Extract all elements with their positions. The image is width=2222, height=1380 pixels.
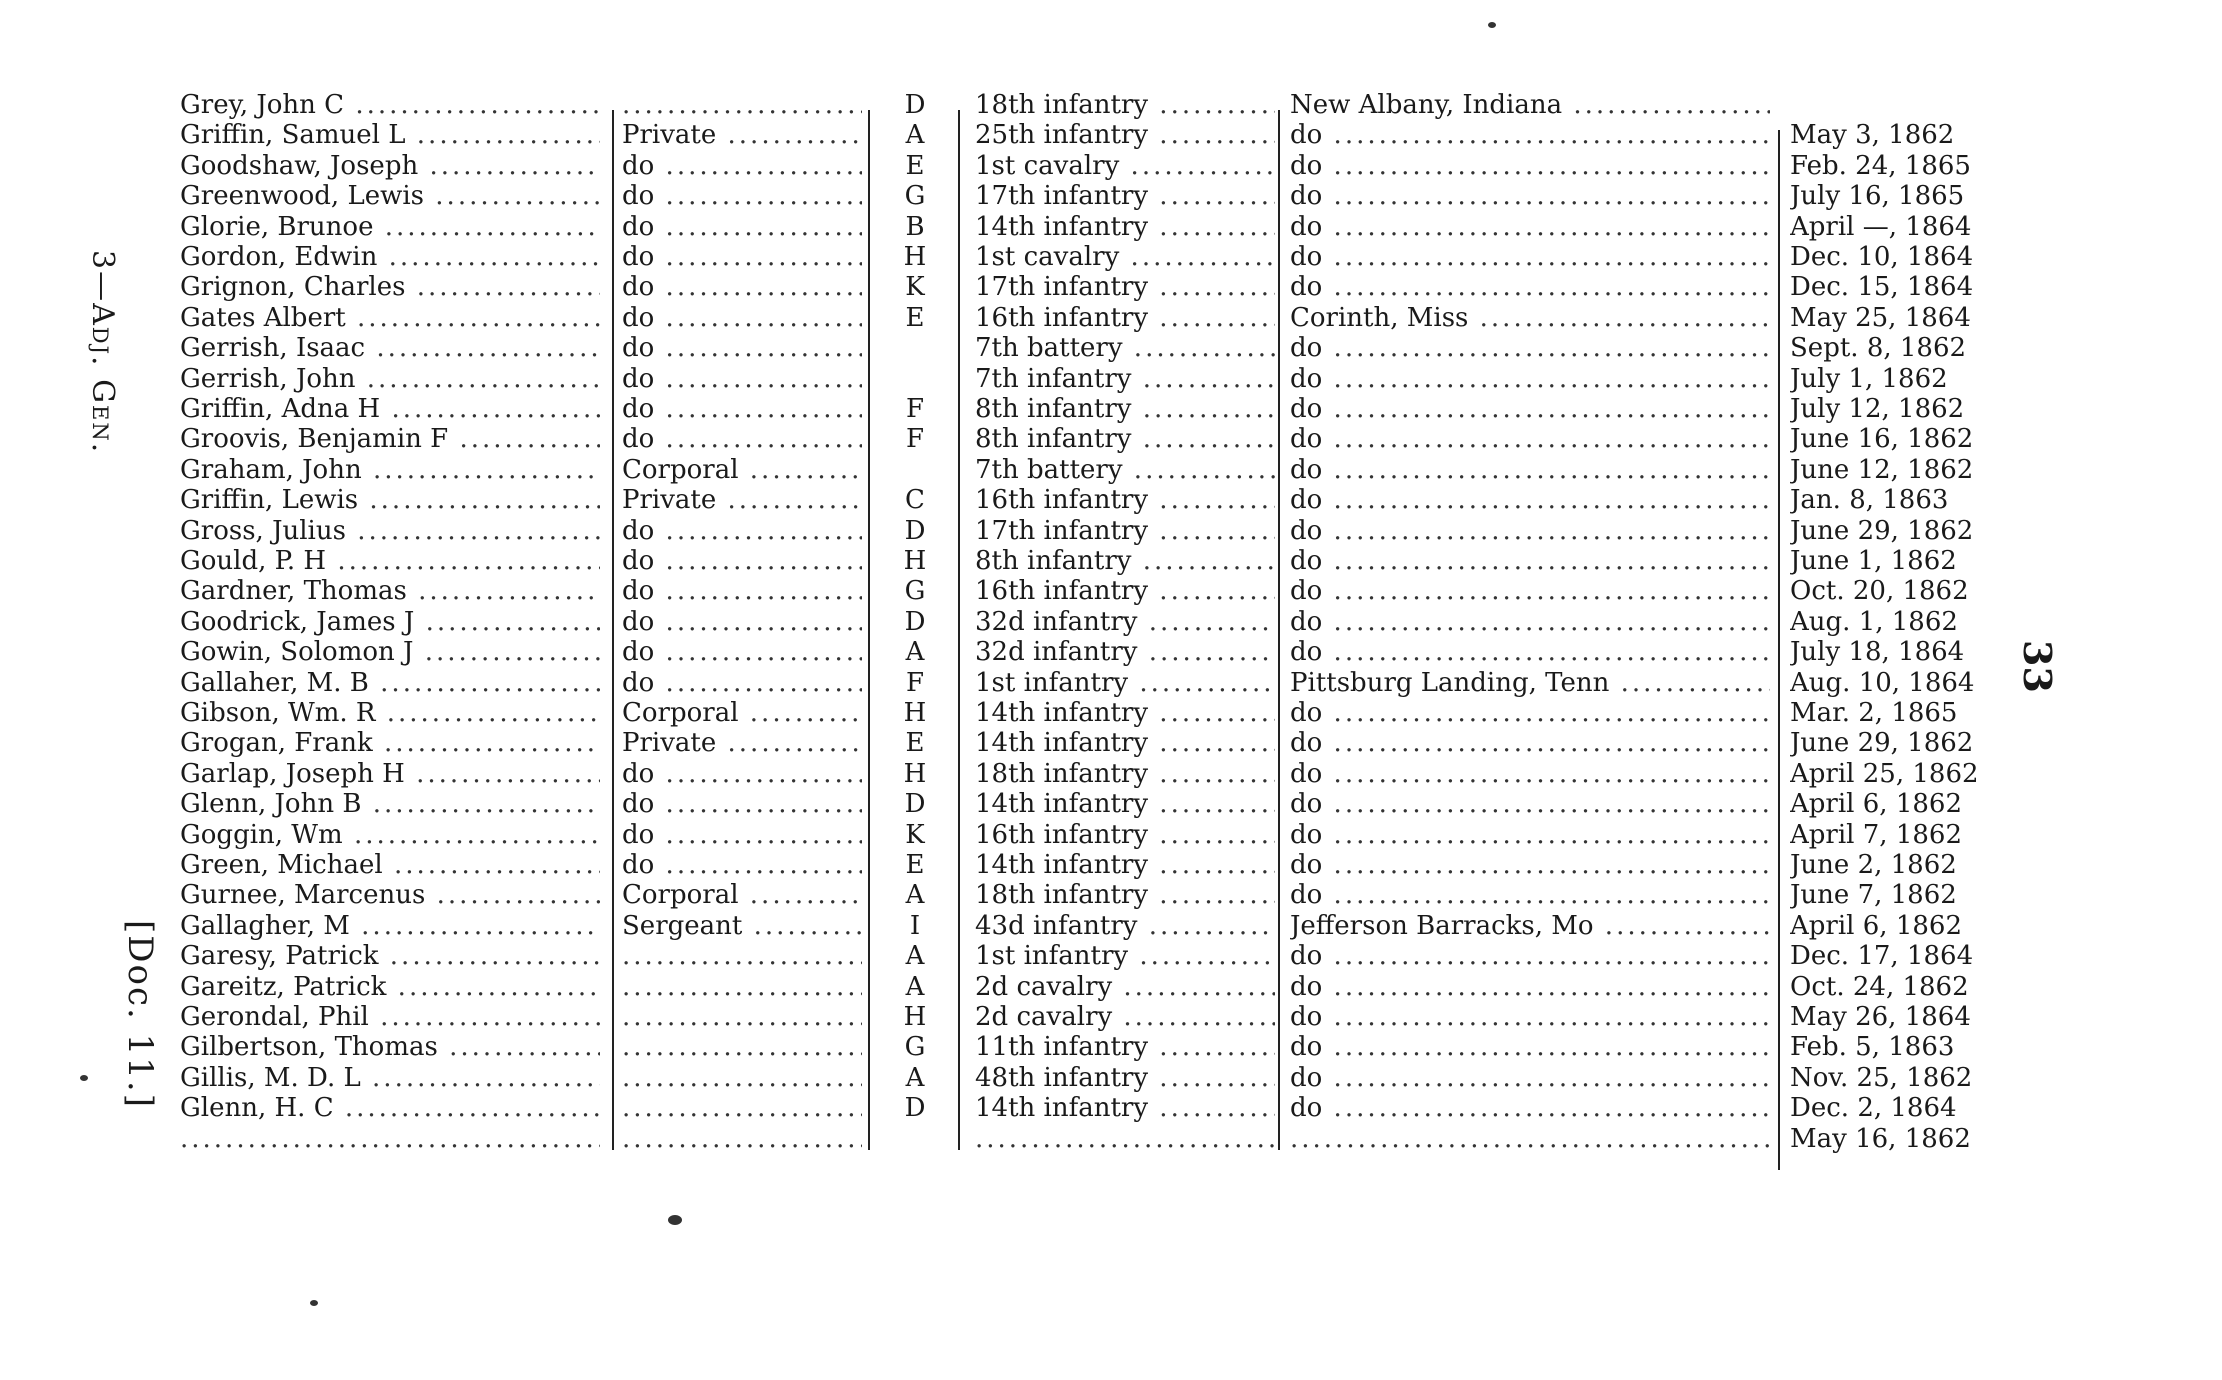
date-of-death: April 25, 1862: [1790, 758, 1979, 789]
date-of-death: June 29, 1862: [1790, 728, 1974, 759]
soldier-company: F: [905, 424, 925, 455]
soldier-regiment: 25th infantry .....: [975, 120, 1275, 150]
soldier-company: A: [905, 1062, 925, 1093]
soldier-regiment: 17th infantry .....: [975, 181, 1275, 211]
soldier-name: Gerrish, Isaac .....: [180, 333, 600, 363]
date-of-death: Nov. 25, 1862: [1790, 1062, 1973, 1093]
table-row: [0, 90, 2222, 120]
table-row: [0, 120, 2222, 150]
soldier-name: Goodshaw, Joseph .....: [180, 151, 600, 181]
place-of-death: do .....: [1290, 212, 1770, 242]
soldier-company: I: [909, 910, 921, 941]
soldier-company: A: [905, 637, 925, 668]
soldier-rank: [622, 1032, 862, 1062]
soldier-company: A: [905, 971, 925, 1002]
soldier-company: H: [903, 242, 927, 272]
soldier-company: D: [904, 606, 926, 637]
table-row: [0, 455, 2222, 485]
ink-speck: [668, 1215, 682, 1225]
soldier-regiment: 1st cavalry .....: [975, 151, 1275, 181]
side-note-document-number: [Doc. 11.]: [120, 920, 160, 1109]
place-of-death: do .....: [1290, 546, 1770, 576]
table-row: [0, 546, 2222, 576]
soldier-name: Gross, Julius .....: [180, 516, 600, 546]
table-row: [0, 637, 2222, 667]
soldier-rank: [622, 1063, 862, 1093]
date-of-death: June 29, 1862: [1790, 515, 1974, 546]
soldier-rank: do .....: [622, 212, 862, 242]
soldier-regiment: 18th infantry .....: [975, 90, 1275, 120]
place-of-death: do .....: [1290, 698, 1770, 728]
table-row: [0, 789, 2222, 819]
soldier-regiment: 18th infantry .....: [975, 759, 1275, 789]
soldier-regiment: 8th infantry .....: [975, 546, 1275, 576]
table-row: [0, 424, 2222, 454]
soldier-company: D: [904, 90, 926, 120]
soldier-regiment: 14th infantry .....: [975, 698, 1275, 728]
soldier-company: F: [905, 667, 925, 698]
date-of-death: Sept. 8, 1862: [1790, 333, 1967, 364]
soldier-company: F: [905, 394, 925, 424]
place-of-death: do .....: [1290, 333, 1770, 363]
soldier-regiment: 1st infantry .....: [975, 668, 1275, 698]
side-note-adjutant-general: 3—Adj. Gen.: [85, 250, 120, 455]
place-of-death: do .....: [1290, 272, 1770, 302]
place-of-death: do .....: [1290, 728, 1770, 758]
soldier-company: K: [905, 272, 925, 303]
date-of-death: Mar. 2, 1865: [1790, 698, 1958, 728]
soldier-rank: do .....: [622, 151, 862, 181]
soldier-rank: Sergeant .....: [622, 911, 862, 941]
soldier-rank: Corporal .....: [622, 880, 862, 910]
soldier-regiment: 14th infantry .....: [975, 728, 1275, 758]
soldier-company: D: [904, 515, 926, 546]
soldier-company: G: [904, 1032, 926, 1063]
soldier-rank: do .....: [622, 394, 862, 424]
soldier-rank: do .....: [622, 364, 862, 394]
soldier-rank: Corporal .....: [622, 455, 862, 485]
soldier-name: Garlap, Joseph H .....: [180, 759, 600, 789]
date-of-death: July 12, 1862: [1790, 394, 1965, 424]
soldier-company: B: [905, 211, 925, 242]
date-of-death: Feb. 24, 1865: [1790, 150, 1971, 181]
soldier-name: Glenn, John B .....: [180, 789, 600, 819]
soldier-regiment: 16th infantry .....: [975, 485, 1275, 515]
date-of-death: Oct. 24, 1862: [1790, 971, 1969, 1002]
soldier-regiment: 7th battery .....: [975, 455, 1275, 485]
date-of-death: April 6, 1862: [1790, 910, 1962, 941]
date-of-death: July 18, 1864: [1790, 637, 1965, 668]
soldier-regiment: 8th infantry .....: [975, 424, 1275, 454]
soldier-regiment: 32d infantry .....: [975, 637, 1275, 667]
soldier-company: E: [905, 150, 925, 181]
soldier-regiment: [975, 1124, 1275, 1154]
ink-speck: [1488, 22, 1496, 28]
soldier-regiment: 14th infantry .....: [975, 789, 1275, 819]
soldier-rank: do .....: [622, 759, 862, 789]
table-row: [0, 151, 2222, 181]
soldier-name: Graham, John .....: [180, 455, 600, 485]
place-of-death: do .....: [1290, 880, 1770, 910]
soldier-company: D: [904, 1093, 926, 1124]
soldier-regiment: 16th infantry .....: [975, 820, 1275, 850]
soldier-rank: [622, 1093, 862, 1123]
table-row: [0, 242, 2222, 272]
soldier-regiment: 14th infantry .....: [975, 1093, 1275, 1123]
soldier-company: H: [903, 546, 927, 576]
soldier-regiment: 1st infantry .....: [975, 941, 1275, 971]
place-of-death: do .....: [1290, 576, 1770, 606]
table-row: [0, 728, 2222, 758]
table-row: [0, 972, 2222, 1002]
soldier-rank: [622, 1002, 862, 1032]
place-of-death: do .....: [1290, 394, 1770, 424]
soldier-name: Glorie, Brunoe .....: [180, 212, 600, 242]
soldier-rank: do .....: [622, 242, 862, 272]
soldier-rank: do .....: [622, 668, 862, 698]
place-of-death: New Albany, Indiana .....: [1290, 90, 1770, 120]
date-of-death: July 1, 1862: [1790, 363, 1948, 394]
place-of-death: do .....: [1290, 607, 1770, 637]
soldier-regiment: 2d cavalry .....: [975, 972, 1275, 1002]
soldier-company: A: [905, 120, 925, 151]
soldier-name: Grey, John C .....: [180, 90, 600, 120]
place-of-death: do .....: [1290, 972, 1770, 1002]
table-row: [0, 364, 2222, 394]
place-of-death: do .....: [1290, 151, 1770, 181]
soldier-company: C: [905, 485, 925, 516]
soldier-name: [180, 1124, 600, 1154]
table-row: [0, 911, 2222, 941]
date-of-death: June 2, 1862: [1790, 850, 1957, 880]
soldier-company: A: [905, 880, 925, 911]
date-of-death: June 7, 1862: [1790, 880, 1957, 911]
soldier-regiment: 32d infantry .....: [975, 607, 1275, 637]
table-row: [0, 941, 2222, 971]
table-row: [0, 668, 2222, 698]
soldier-regiment: 17th infantry .....: [975, 516, 1275, 546]
soldier-name: Gillis, M. D. L .....: [180, 1063, 600, 1093]
date-of-death: May 16, 1862: [1790, 1123, 1971, 1154]
date-of-death: April —, 1864: [1790, 211, 1972, 242]
soldier-company: E: [905, 728, 925, 759]
date-of-death: June 1, 1862: [1790, 546, 1957, 576]
table-row: [0, 576, 2222, 606]
place-of-death: do .....: [1290, 850, 1770, 880]
place-of-death: Jefferson Barracks, Mo .....: [1290, 911, 1770, 941]
soldier-name: Gallaher, M. B .....: [180, 668, 600, 698]
soldier-regiment: 48th infantry .....: [975, 1063, 1275, 1093]
soldier-rank: do .....: [622, 820, 862, 850]
date-of-death: Dec. 2, 1864: [1790, 1093, 1957, 1124]
soldier-name: Gates Albert .....: [180, 303, 600, 333]
soldier-rank: do .....: [622, 333, 862, 363]
place-of-death: do .....: [1290, 485, 1770, 515]
date-of-death: Aug. 10, 1864: [1790, 667, 1975, 698]
date-of-death: Aug. 1, 1862: [1790, 606, 1958, 637]
soldier-name: Gerondal, Phil .....: [180, 1002, 600, 1032]
soldier-company: G: [904, 181, 926, 212]
soldier-rank: Private .....: [622, 728, 862, 758]
soldier-rank: do .....: [622, 789, 862, 819]
soldier-regiment: 1st cavalry .....: [975, 242, 1275, 272]
soldier-name: Garesy, Patrick .....: [180, 941, 600, 971]
soldier-regiment: 17th infantry .....: [975, 272, 1275, 302]
soldier-regiment: 43d infantry .....: [975, 911, 1275, 941]
table-row: [0, 516, 2222, 546]
soldier-rank: Private .....: [622, 120, 862, 150]
place-of-death: do .....: [1290, 424, 1770, 454]
soldier-name: Grogan, Frank .....: [180, 728, 600, 758]
soldier-name: Griffin, Samuel L .....: [180, 120, 600, 150]
date-of-death: Oct. 20, 1862: [1790, 576, 1969, 607]
soldier-rank: do .....: [622, 576, 862, 606]
table-row: [0, 698, 2222, 728]
place-of-death: do .....: [1290, 1032, 1770, 1062]
table-row: [0, 759, 2222, 789]
soldier-name: Goodrick, James J .....: [180, 607, 600, 637]
place-of-death: Corinth, Miss .....: [1290, 303, 1770, 333]
soldier-name: Groovis, Benjamin F .....: [180, 424, 600, 454]
soldier-rank: do .....: [622, 181, 862, 211]
table-row: [0, 485, 2222, 515]
table-row: [0, 1063, 2222, 1093]
table-row: [0, 181, 2222, 211]
ink-speck: [310, 1300, 318, 1306]
date-of-death: Dec. 15, 1864: [1790, 272, 1974, 303]
soldier-regiment: 11th infantry .....: [975, 1032, 1275, 1062]
soldier-rank: Private .....: [622, 485, 862, 515]
place-of-death: [1290, 1124, 1770, 1154]
table-row: [0, 212, 2222, 242]
table-row: [0, 303, 2222, 333]
table-row: [0, 1093, 2222, 1123]
table-row: [0, 1002, 2222, 1032]
table-row: [0, 272, 2222, 302]
soldier-company: K: [905, 819, 925, 850]
soldier-name: Gilbertson, Thomas .....: [180, 1032, 600, 1062]
date-of-death: June 16, 1862: [1790, 424, 1974, 455]
table-row: [0, 1032, 2222, 1062]
soldier-company: E: [905, 850, 925, 880]
date-of-death: June 12, 1862: [1790, 454, 1974, 485]
soldier-name: Gurnee, Marcenus .....: [180, 880, 600, 910]
soldier-rank: do .....: [622, 516, 862, 546]
soldier-rank: [622, 90, 862, 120]
place-of-death: do .....: [1290, 637, 1770, 667]
soldier-rank: [622, 972, 862, 1002]
soldier-company: H: [903, 698, 927, 728]
table-row: [0, 607, 2222, 637]
soldier-name: Greenwood, Lewis .....: [180, 181, 600, 211]
soldier-rank: do .....: [622, 637, 862, 667]
place-of-death: do .....: [1290, 941, 1770, 971]
soldier-name: Griffin, Lewis .....: [180, 485, 600, 515]
soldier-company: D: [904, 789, 926, 820]
place-of-death: do .....: [1290, 1093, 1770, 1123]
soldier-name: Gallagher, M .....: [180, 911, 600, 941]
soldier-company: G: [904, 576, 926, 607]
soldier-regiment: 18th infantry .....: [975, 880, 1275, 910]
place-of-death: Pittsburg Landing, Tenn .....: [1290, 668, 1770, 698]
soldier-name: Griffin, Adna H .....: [180, 394, 600, 424]
place-of-death: do .....: [1290, 789, 1770, 819]
place-of-death: do .....: [1290, 364, 1770, 394]
date-of-death: Dec. 17, 1864: [1790, 941, 1974, 972]
soldier-regiment: 16th infantry .....: [975, 576, 1275, 606]
place-of-death: do .....: [1290, 1002, 1770, 1032]
date-of-death: Dec. 10, 1864: [1790, 242, 1974, 272]
soldier-rank: do .....: [622, 303, 862, 333]
page-number: 33: [2015, 640, 2060, 693]
place-of-death: do .....: [1290, 1063, 1770, 1093]
soldier-regiment: 7th infantry .....: [975, 364, 1275, 394]
soldier-regiment: 8th infantry .....: [975, 394, 1275, 424]
table-row: [0, 820, 2222, 850]
table-row: [0, 394, 2222, 424]
date-of-death: May 26, 1864: [1790, 1002, 1971, 1032]
ink-speck: [80, 1075, 88, 1081]
table-row: [0, 333, 2222, 363]
date-of-death: Jan. 8, 1863: [1790, 485, 1949, 516]
date-of-death: May 25, 1864: [1790, 302, 1971, 333]
soldier-name: Gordon, Edwin .....: [180, 242, 600, 272]
soldier-rank: do .....: [622, 607, 862, 637]
soldier-name: Green, Michael .....: [180, 850, 600, 880]
soldier-rank: [622, 1124, 862, 1154]
place-of-death: do .....: [1290, 181, 1770, 211]
date-of-death: Feb. 5, 1863: [1790, 1032, 1955, 1063]
soldier-name: Glenn, H. C .....: [180, 1093, 600, 1123]
soldier-rank: do .....: [622, 424, 862, 454]
soldier-company: H: [903, 1002, 927, 1032]
date-of-death: May 3, 1862: [1790, 120, 1955, 151]
soldier-regiment: 14th infantry .....: [975, 212, 1275, 242]
date-of-death: July 16, 1865: [1790, 181, 1965, 212]
place-of-death: do .....: [1290, 455, 1770, 485]
soldier-rank: do .....: [622, 546, 862, 576]
soldier-name: Grignon, Charles .....: [180, 272, 600, 302]
date-of-death: April 7, 1862: [1790, 819, 1962, 850]
soldier-company: A: [905, 941, 925, 972]
place-of-death: do .....: [1290, 820, 1770, 850]
soldier-regiment: 14th infantry .....: [975, 850, 1275, 880]
soldier-company: E: [905, 302, 925, 333]
table-row: [0, 1124, 2222, 1154]
soldier-name: Gowin, Solomon J .....: [180, 637, 600, 667]
table-row: [0, 850, 2222, 880]
soldier-name: Gibson, Wm. R .....: [180, 698, 600, 728]
soldier-rank: [622, 941, 862, 971]
soldier-regiment: 2d cavalry .....: [975, 1002, 1275, 1032]
soldier-name: Gardner, Thomas .....: [180, 576, 600, 606]
place-of-death: do .....: [1290, 120, 1770, 150]
place-of-death: do .....: [1290, 759, 1770, 789]
soldier-rank: Corporal .....: [622, 698, 862, 728]
table-row: [0, 880, 2222, 910]
date-of-death: April 6, 1862: [1790, 789, 1962, 820]
soldier-regiment: 7th battery .....: [975, 333, 1275, 363]
soldier-rank: do .....: [622, 850, 862, 880]
soldier-name: Gerrish, John .....: [180, 364, 600, 394]
soldier-name: Gareitz, Patrick .....: [180, 972, 600, 1002]
soldier-company: H: [903, 758, 927, 789]
soldier-regiment: 16th infantry .....: [975, 303, 1275, 333]
place-of-death: do .....: [1290, 242, 1770, 272]
place-of-death: do .....: [1290, 516, 1770, 546]
soldier-name: Gould, P. H .....: [180, 546, 600, 576]
soldier-rank: do .....: [622, 272, 862, 302]
soldier-name: Goggin, Wm .....: [180, 820, 600, 850]
